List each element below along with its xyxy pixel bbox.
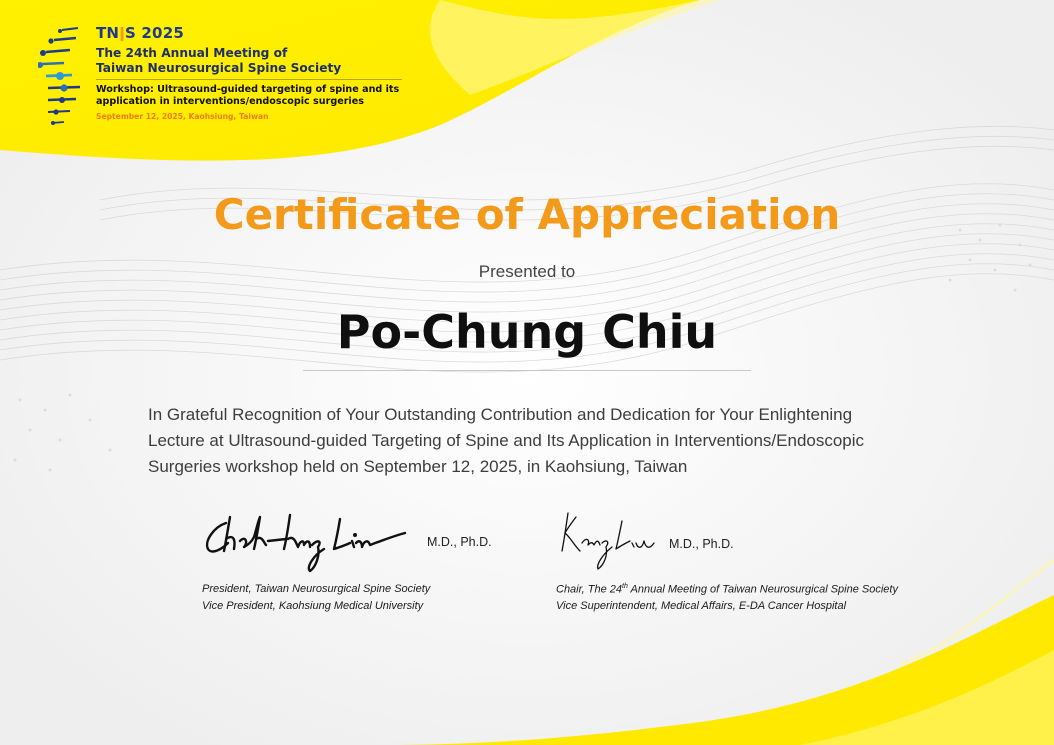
statement-line: Lecture at Ultrasound-guided Targeting of Spine and Its Application in Interventions/Endoscopic <box>148 431 865 450</box>
chair-role-ordinal: th <box>622 583 628 590</box>
statement-line: In Grateful Recognition of Your Outstanding Contribution and Dedication for Your Enlightening <box>148 405 853 424</box>
recipient-underline <box>303 370 751 371</box>
chair-handwritten-signature <box>556 505 666 575</box>
chair-role-pre: Chair, The 24 <box>556 583 623 596</box>
header-divider <box>96 79 402 80</box>
chair-role-post: Annual Meeting of Taiwan Neurosurgical Spine Society <box>627 583 898 596</box>
president-degree: M.D., Ph.D. <box>427 535 492 549</box>
president-role-line2: Vice President, Kaohsiung Medical University <box>202 600 424 612</box>
recipient-name: Po-Chung Chiu <box>336 305 718 359</box>
chair-degree: M.D., Ph.D. <box>669 537 734 551</box>
chair-role-line2: Vice Superintendent, Medical Affairs, E-DA Cancer Hospital <box>556 600 847 612</box>
recognition-statement <box>148 402 918 480</box>
brand-wordmark <box>96 24 184 42</box>
meeting-title-line2: Taiwan Neurosurgical Spine Society <box>96 61 342 75</box>
workshop-title-line2: application in interventions/endoscopic surgeries <box>96 96 364 107</box>
chair-role-line1 <box>556 583 898 596</box>
certificate-title: Certificate of Appreciation <box>213 190 841 239</box>
brand-prefix: TN <box>96 24 120 42</box>
brand-mid: S <box>124 24 136 42</box>
presented-to-label: Presented to <box>478 262 576 281</box>
brand-year: 2025 <box>141 24 184 42</box>
statement-line: Surgeries workshop held on September 12, 2025, in Kaohsiung, Taiwan <box>148 457 688 476</box>
brand-spine-mark: ǀ <box>119 24 125 42</box>
workshop-title-line1: Workshop: Ultrasound-guided targeting of spine and its <box>96 84 400 95</box>
meeting-title-line1: The 24th Annual Meeting of <box>96 46 288 60</box>
tnss-spine-logo-icon <box>38 22 88 134</box>
event-date-location: September 12, 2025, Kaohsiung, Taiwan <box>96 112 269 121</box>
president-handwritten-signature <box>200 505 415 575</box>
president-role-line1: President, Taiwan Neurosurgical Spine Society <box>202 583 431 595</box>
